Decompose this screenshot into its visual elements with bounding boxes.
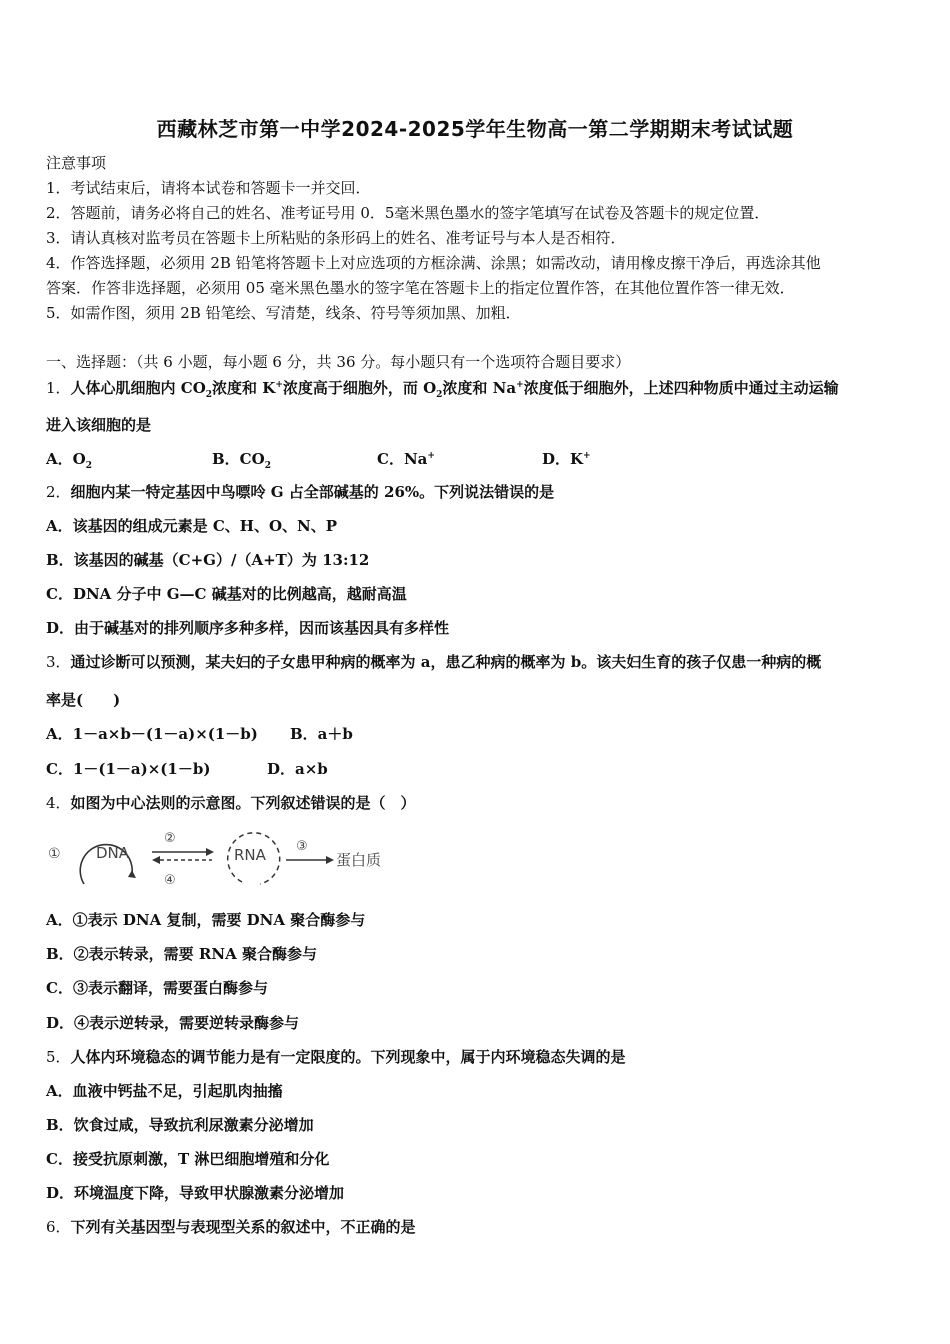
reverse-transcription-arrowhead	[152, 856, 160, 864]
question-4-option-a[interactable]: A．①表示 DNA 复制，需要 DNA 聚合酶参与	[46, 911, 366, 929]
question-5-stem: 5．人体内环境稳态的调节能力是有一定限度的。下列现象中，属于内环境稳态失调的是	[46, 1048, 626, 1066]
question-4-stem: 4．如图为中心法则的示意图。下列叙述错误的是（ ）	[46, 794, 416, 812]
notice-item: 答案．作答非选择题，必须用 05 毫米黑色墨水的签字笔在答题卡上的指定位置作答，在其他位置作答一律无效．	[46, 279, 795, 297]
question-1-option-d[interactable]: D．K+	[542, 450, 591, 468]
question-3-stem-cont: 率是( )	[46, 691, 121, 709]
question-2-stem: 2．细胞内某一特定基因中鸟嘌呤 G 占全部碱基的 26%。下列说法错误的是	[46, 483, 555, 501]
question-4-option-c[interactable]: C．③表示翻译，需要蛋白酶参与	[46, 979, 268, 997]
question-3-option-a[interactable]: A．1－a×b－(1－a)×(1－b)	[46, 725, 258, 743]
question-1-option-a[interactable]: A．$O_2$	[46, 450, 92, 471]
label-2: ②	[164, 831, 176, 846]
notice-item: 1．考试结束后，请将本试卷和答题卡一并交回．	[46, 179, 371, 197]
question-4-option-d[interactable]: D．④表示逆转录，需要逆转录酶参与	[46, 1014, 300, 1032]
transcription-arrowhead	[206, 848, 214, 856]
question-4-option-b[interactable]: B．②表示转录，需要 RNA 聚合酶参与	[46, 945, 317, 963]
notice-item: 2．答题前，请务必将自己的姓名、准考证号用 0．5毫米黑色墨水的签字笔填写在试卷及答题卡的规定位置．	[46, 204, 770, 222]
question-5-option-a[interactable]: A．血液中钙盐不足，引起肌肉抽搐	[46, 1082, 283, 1100]
rna-label: RNA	[234, 846, 266, 864]
question-3-option-b[interactable]: B．a＋b	[290, 725, 353, 743]
question-5-option-b[interactable]: B．饮食过咸，导致抗利尿激素分泌增加	[46, 1116, 314, 1134]
question-1-stem: 1．人体心肌细胞内 $CO_2$浓度和 K+浓度高于细胞外，而 $O_2$浓度和 Na+浓度低于细胞外，上述四种物质中通过主动运输	[46, 379, 839, 400]
question-3-option-c[interactable]: C．1－(1－a)×(1－b)	[46, 760, 211, 778]
label-4: ④	[164, 873, 176, 888]
translation-arrowhead	[326, 856, 334, 864]
question-1-option-b[interactable]: B．$CO_2$	[212, 450, 271, 471]
question-2-option-c[interactable]: C．DNA 分子中 G—C 碱基对的比例越高，越耐高温	[46, 585, 407, 603]
dna-label: DNA	[96, 844, 130, 862]
notice-item: 5．如需作图，须用 2B 铅笔绘、写清楚，线条、符号等须加黑、加粗．	[46, 304, 521, 322]
question-3-option-d[interactable]: D．a×b	[267, 760, 328, 778]
question-2-option-b[interactable]: B．该基因的碱基（C+G）/（A+T）为 13:12	[46, 551, 370, 569]
replication-arrowhead	[128, 870, 136, 878]
question-3-stem: 3．通过诊断可以预测，某夫妇的子女患甲种病的概率为 a，患乙种病的概率为 b。该夫妇生育的孩子仅患一种病的概	[46, 653, 822, 671]
protein-label: 蛋白质	[336, 851, 382, 869]
notice-item: 3．请认真核对监考员在答题卡上所粘贴的条形码上的姓名、准考证号与本人是否相符．	[46, 229, 626, 247]
notice-item: 4．作答选择题，必须用 2B 铅笔将答题卡上对应选项的方框涂满、涂黑；如需改动，请用橡皮擦干净后，再选涂其他	[46, 254, 821, 272]
question-5-option-d[interactable]: D．环境温度下降，导致甲状腺激素分泌增加	[46, 1184, 345, 1202]
question-5-option-c[interactable]: C．接受抗原刺激，T 淋巴细胞增殖和分化	[46, 1150, 330, 1168]
label-1: ①	[48, 846, 61, 862]
question-6-stem: 6．下列有关基因型与表现型关系的叙述中，不正确的是	[46, 1218, 416, 1236]
question-2-option-d[interactable]: D．由于碱基对的排列顺序多种多样，因而该基因具有多样性	[46, 619, 450, 637]
notice-heading: 注意事项	[46, 154, 107, 172]
page-title: 西藏林芝市第一中学2024-2025学年生物高一第二学期期末考试试题	[156, 117, 794, 141]
question-1-option-c[interactable]: C．Na+	[377, 450, 435, 468]
question-2-option-a[interactable]: A．该基因的组成元素是 C、H、O、N、P	[46, 517, 338, 535]
section-heading: 一、选择题：（共 6 小题，每小题 6 分，共 36 分。每小题只有一个选项符合题目要求）	[46, 353, 631, 371]
question-1-stem-cont: 进入该细胞的是	[46, 416, 152, 434]
central-dogma-diagram	[46, 826, 426, 888]
label-3: ③	[296, 839, 308, 854]
